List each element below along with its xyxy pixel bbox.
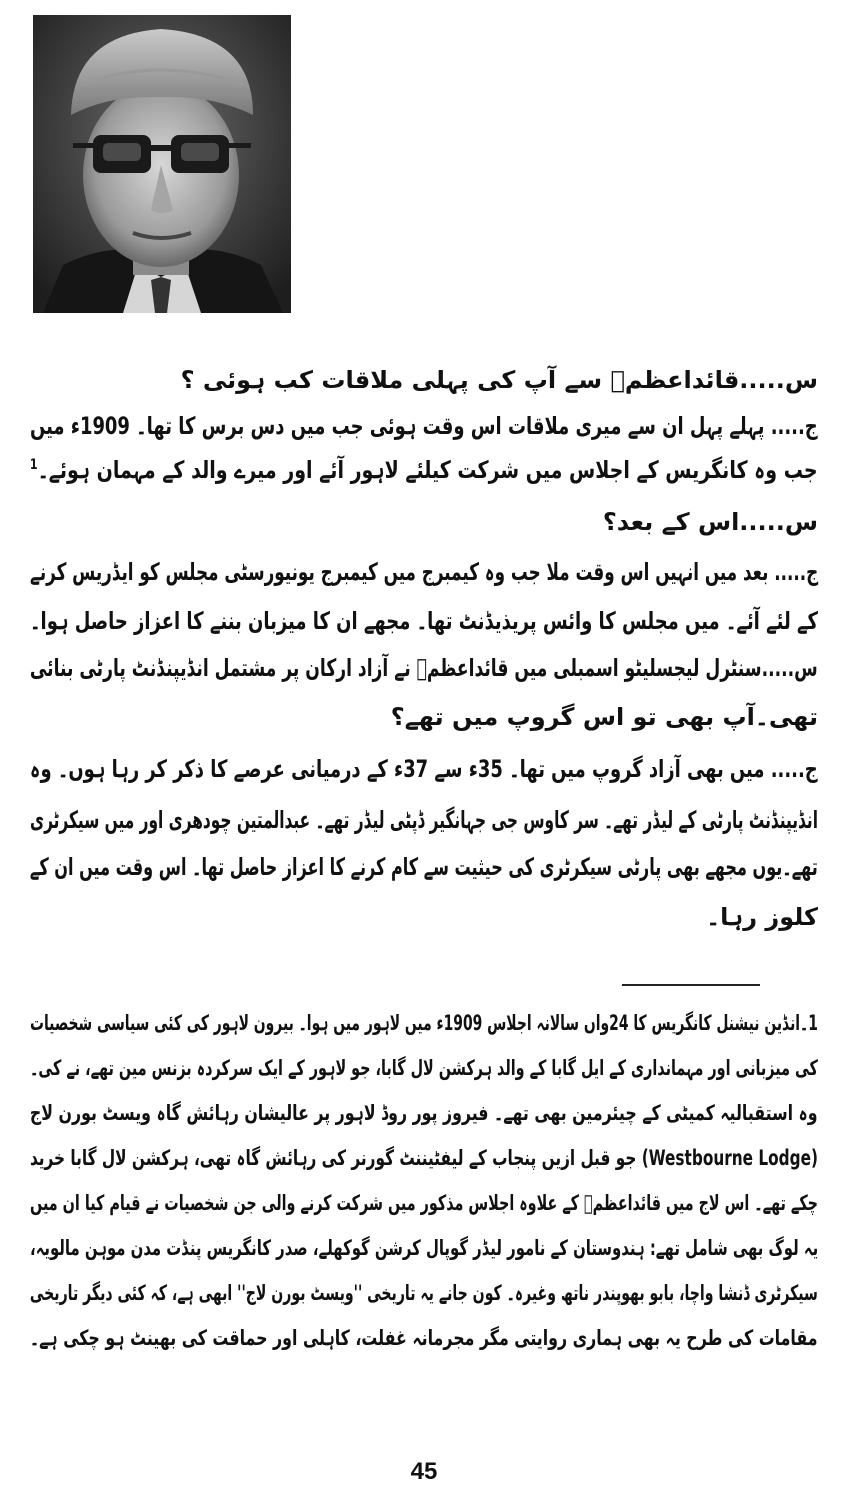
footnote-line-3: وہ استقبالیہ کمیٹی کے چیئرمین بھی تھے۔ فیروز پور روڈ لاہور پر عالیشان رہائش گاہ ویسٹ بورن لاج — [30, 1101, 818, 1125]
page-number: 45 — [410, 1458, 438, 1485]
body-line-10: انڈیپنڈنٹ پارٹی کے لیڈر تھے۔ سر کاوس جی جہانگیر ڈپٹی لیڈر تھے۔ عبدالمتین چودھری اور میں سیکرٹری — [30, 806, 818, 834]
body-line-7: س.....سنٹرل لیجسلیٹو اسمبلی میں قائداعظمؒ نے آزاد ارکان پر مشتمل انڈیپنڈنٹ پارٹی بنائی — [30, 654, 818, 682]
body-line-3 — [30, 458, 818, 482]
footnote-line-5: چکے تھے۔ اس لاج میں قائداعظمؒ کے علاوہ اجلاس مذکور میں شرکت کرنے والی جن شخصیات نے قیام کیا ان میں — [30, 1191, 818, 1215]
body-line-9: ج..... میں بھی آزاد گروپ میں تھا۔ 35ء سے 37ء کے درمیانی عرصے کا ذکر کر رہا ہوں۔ وہ — [30, 755, 818, 783]
footnote-line-2: کی میزبانی اور مہمانداری کے ایل گابا کے والد ہرکشن لال گابا، جو لاہور کے ایک سرکردہ بزنس مین تھے، نے کی۔ — [30, 1056, 818, 1080]
body-line-6: کے لئے آئے۔ میں مجلس کا وائس پریذیڈنٹ تھا۔ مجھے ان کا میزبان بننے کا اعزاز حاصل ہوا۔ — [30, 607, 818, 635]
body-line-4: س.....اس کے بعد؟ — [602, 508, 818, 536]
footnote-line-4: (Westbourne Lodge) جو قبل ازیں پنجاب کے لیفٹیننٹ گورنر کی رہائش گاہ تھی، ہرکشن لال گابا خرید — [29, 1146, 818, 1170]
footnote-line-8: مقامات کی طرح یہ بھی ہماری روایتی مگر مجرمانہ غفلت، کاہلی اور حماقت کی بھینٹ ہو چکی ہے۔ — [30, 1326, 818, 1350]
body-line-1: س.....قائداعظمؒ سے آپ کی پہلی ملاقات کب ہوئی ؟ — [180, 366, 818, 394]
body-line-3-text: جب وہ کانگریس کے اجلاس میں شرکت کیلئے لاہور آئے اور میرے والد کے مہمان ہوئے۔ — [38, 456, 819, 484]
footnote-separator — [622, 984, 760, 986]
body-line-12: کلوز رہا۔ — [706, 903, 818, 931]
portrait-photo — [33, 15, 291, 313]
footnote-line-1: 1۔انڈین نیشنل کانگریس کا 24واں سالانہ اجلاس 1909ء میں لاہور میں ہوا۔ بیرون لاہور کی کئی سیاسی شخصیات — [30, 1011, 818, 1035]
footnote-line-6: یہ لوگ بھی شامل تھے: ہندوستان کے نامور لیڈر گوپال کرشن گوکھلے، صدر کانگریس پنڈت مدن موہن مالویہ، — [29, 1236, 818, 1260]
body-line-8: تھی۔آپ بھی تو اس گروپ میں تھے؟ — [390, 703, 818, 731]
body-line-5: ج..... بعد میں انہیں اس وقت ملا جب وہ کیمبرج میں کیمبرج یونیورسٹی مجلس کو ایڈریس کرنے — [29, 558, 818, 586]
body-line-2: ج..... پہلے پہل ان سے میری ملاقات اس وقت ہوئی جب میں دس برس کا تھا۔ 1909ء میں — [30, 412, 819, 440]
footnote-marker: 1 — [30, 457, 39, 473]
body-line-11: تھے۔یوں مجھے بھی پارٹی سیکرٹری کی حیثیت سے کام کرنے کا اعزاز حاصل تھا۔ اس وقت میں ان کے — [30, 853, 818, 881]
portrait-image — [33, 15, 291, 313]
footnote-line-7: سیکرٹری ڈنشا واچا، بابو بھوپندر ناتھ وغیرہ۔ کون جانے یہ تاریخی ''ویسٹ بورن لاج'' ابھی ہے، کہ کئی دیگر تاریخی — [30, 1281, 818, 1305]
